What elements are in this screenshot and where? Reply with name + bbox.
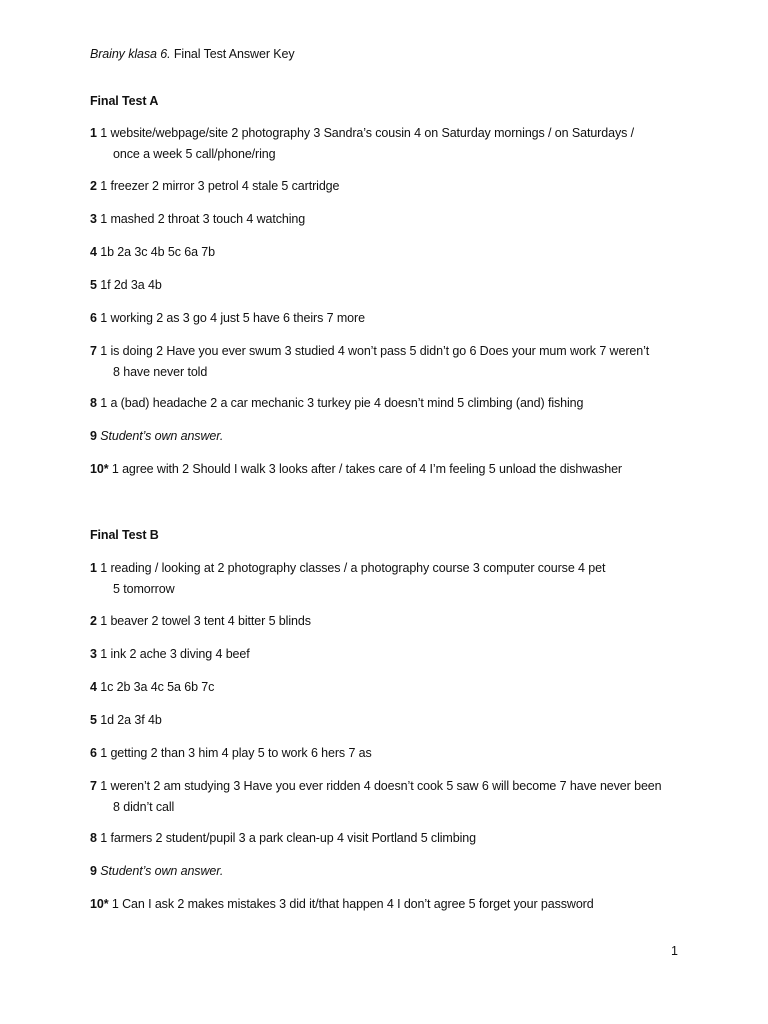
test-a-item-3 <box>90 209 690 230</box>
page-number: 1 <box>671 944 678 958</box>
item-answers: 1c 2b 3a 4c 5a 6b 7c <box>96 680 215 694</box>
item-answers: Student’s own answer. <box>96 864 224 878</box>
item-answers: 1 weren’t 2 am studying 3 Have you ever ridden 4 doesn’t cook 5 saw 6 will become 7 have never been <box>96 779 662 793</box>
item-number: 1 <box>90 561 97 575</box>
item-number: 2 <box>90 179 97 193</box>
item-answers-continued: once a week 5 call/phone/ring <box>113 146 276 161</box>
test-b-item-7 <box>90 776 690 817</box>
item-number: 9 <box>90 864 97 878</box>
item-answers: 1 getting 2 than 3 him 4 play 5 to work 6 hers 7 as <box>96 746 372 760</box>
item-number: 3 <box>90 212 97 226</box>
item-answers: 1 ink 2 ache 3 diving 4 beef <box>96 647 250 661</box>
item-answers: 1 working 2 as 3 go 4 just 5 have 6 theirs 7 more <box>96 311 365 325</box>
item-number: 7 <box>90 344 97 358</box>
test-a-item-5 <box>90 275 690 296</box>
item-answers: 1 farmers 2 student/pupil 3 a park clean-up 4 visit Portland 5 climbing <box>96 831 476 845</box>
test-a-item-9 <box>90 426 690 447</box>
test-a-item-7 <box>90 341 690 382</box>
test-b-item-10 <box>90 894 690 915</box>
item-number: 8 <box>90 396 97 410</box>
test-b-item-3 <box>90 644 690 665</box>
test-a-item-4 <box>90 242 690 263</box>
item-answers: 1b 2a 3c 4b 5c 6a 7b <box>96 245 215 259</box>
item-answers: 1 is doing 2 Have you ever swum 3 studied 4 won’t pass 5 didn’t go 6 Does your mum work 7 weren’t <box>96 344 650 358</box>
test-a-item-8 <box>90 393 690 414</box>
item-answers: 1 beaver 2 towel 3 tent 4 bitter 5 blinds <box>96 614 311 628</box>
test-b-item-5 <box>90 710 690 731</box>
item-number: 6 <box>90 746 97 760</box>
test-b-item-2 <box>90 611 690 632</box>
item-answers: 1 website/webpage/site 2 photography 3 Sandra’s cousin 4 on Saturday mornings / on Saturdays / <box>96 126 634 140</box>
item-answers: 1 reading / looking at 2 photography classes / a photography course 3 computer course 4 pet <box>96 561 606 575</box>
test-b-item-4 <box>90 677 690 698</box>
section-title-test-a: Final Test A <box>90 94 159 108</box>
test-a-item-2 <box>90 176 690 197</box>
test-b-item-8 <box>90 828 690 849</box>
item-number: 1 <box>90 126 97 140</box>
item-answers: 1 freezer 2 mirror 3 petrol 4 stale 5 cartridge <box>96 179 340 193</box>
document-header <box>90 47 295 61</box>
item-number: 4 <box>90 245 97 259</box>
item-answers: 1f 2d 3a 4b <box>96 278 162 292</box>
item-number: 2 <box>90 614 97 628</box>
test-b-item-6 <box>90 743 690 764</box>
item-number: 3 <box>90 647 97 661</box>
item-answers: 1 Can I ask 2 makes mistakes 3 did it/that happen 4 I don’t agree 5 forget your password <box>108 897 594 911</box>
item-number: 4 <box>90 680 97 694</box>
item-number: 10* <box>90 462 109 476</box>
item-answers: 1 mashed 2 throat 3 touch 4 watching <box>96 212 306 226</box>
header-subtitle: Final Test Answer Key <box>170 47 295 61</box>
item-number: 6 <box>90 311 97 325</box>
item-answers-continued: 8 didn’t call <box>113 799 175 814</box>
test-a-item-1 <box>90 123 690 164</box>
item-answers: Student’s own answer. <box>96 429 224 443</box>
item-number: 5 <box>90 278 97 292</box>
item-answers: 1 a (bad) headache 2 a car mechanic 3 turkey pie 4 doesn’t mind 5 climbing (and) fishing <box>96 396 584 410</box>
item-number: 8 <box>90 831 97 845</box>
header-book-title: Brainy klasa 6. <box>90 47 171 61</box>
test-b-item-1 <box>90 558 690 599</box>
item-answers-continued: 8 have never told <box>113 364 208 379</box>
test-b-item-9 <box>90 861 690 882</box>
item-answers: 1 agree with 2 Should I walk 3 looks after / takes care of 4 I’m feeling 5 unload the dishwasher <box>108 462 622 476</box>
item-number: 9 <box>90 429 97 443</box>
item-number: 10* <box>90 897 109 911</box>
item-number: 5 <box>90 713 97 727</box>
item-answers-continued: 5 tomorrow <box>113 581 175 596</box>
test-a-item-6 <box>90 308 690 329</box>
item-answers: 1d 2a 3f 4b <box>96 713 162 727</box>
item-number: 7 <box>90 779 97 793</box>
test-a-item-10 <box>90 459 690 480</box>
section-title-test-b: Final Test B <box>90 528 159 542</box>
